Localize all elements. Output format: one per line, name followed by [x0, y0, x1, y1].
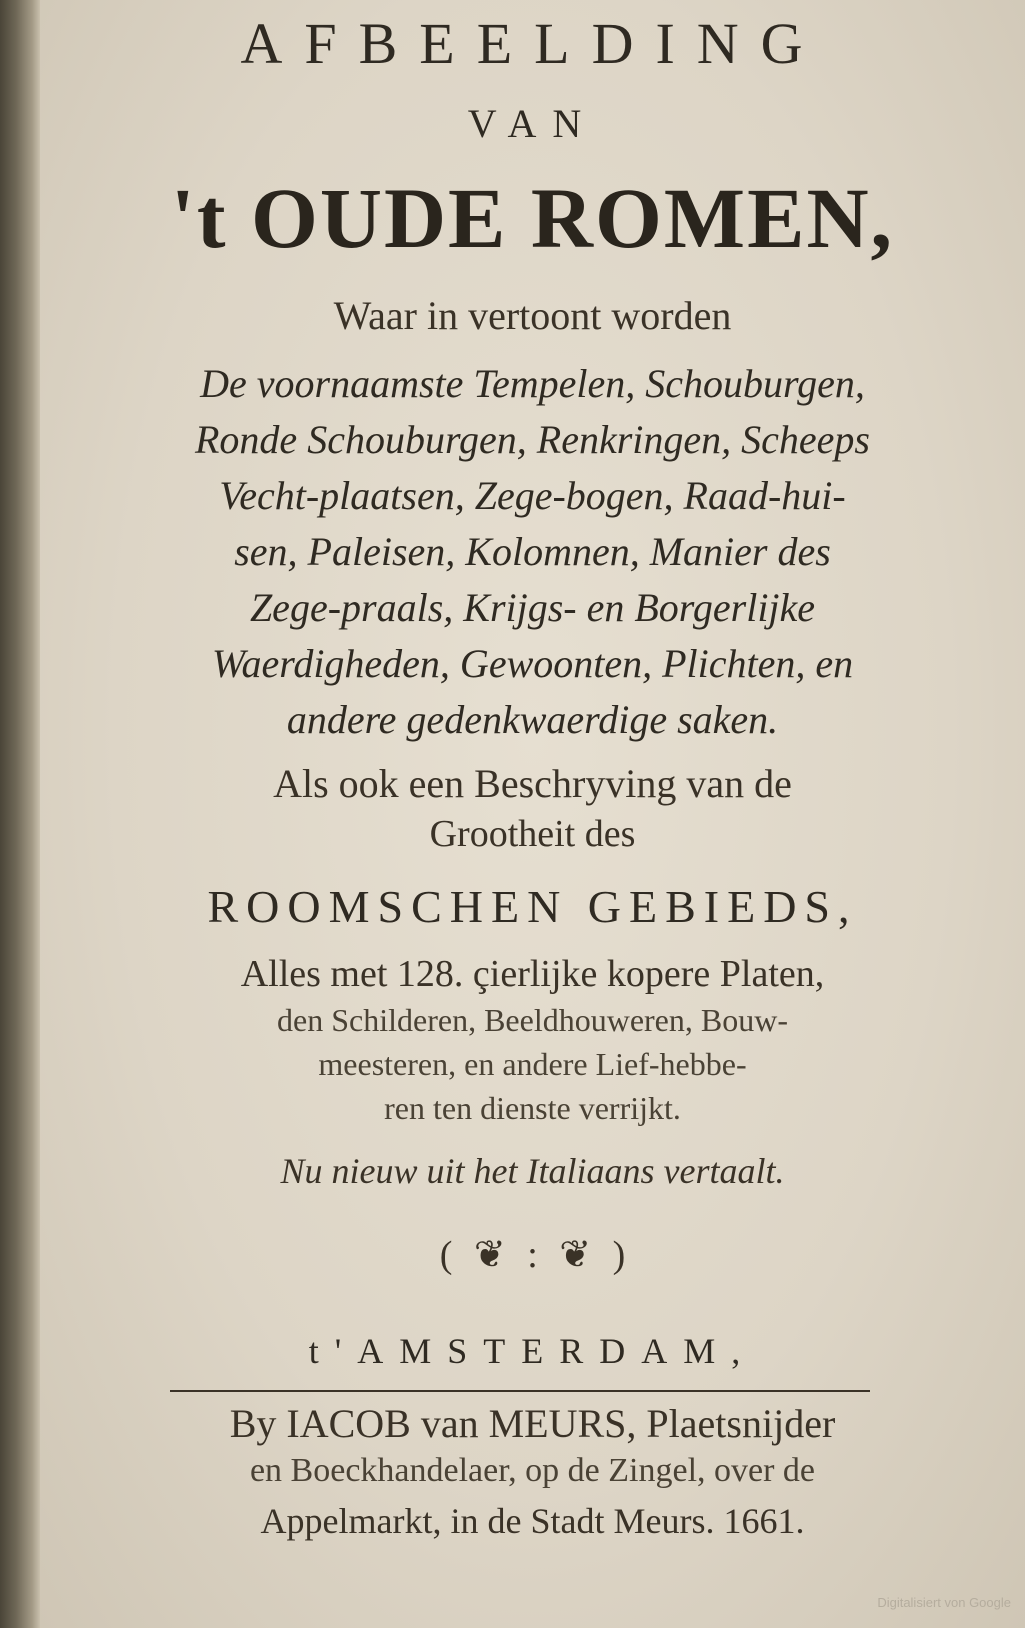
- digitization-watermark: Digitalisiert von Google: [877, 1595, 1011, 1610]
- contents-line: Vecht-plaatsen, Zege-bogen, Raad-hui-: [219, 473, 846, 518]
- title-line-2: VAN: [467, 101, 598, 146]
- ornament-separator: :: [527, 1234, 538, 1276]
- place-of-publication: t'AMSTERDAM,: [308, 1331, 757, 1371]
- subtitle: Waar in vertoont worden: [333, 293, 732, 338]
- printer-ornament: [40, 1232, 1025, 1277]
- contents-line: Waerdigheden, Gewoonten, Plichten, en: [211, 641, 854, 686]
- contents-line: andere gedenkwaerdige saken.: [286, 697, 779, 742]
- imprint-line: en Boeckhandelaer, op de Zingel, over de: [249, 1452, 816, 1489]
- empire-heading: ROOMSCHEN GEBIEDS,: [207, 881, 858, 932]
- ornament-fleuron-right-icon: ❦: [559, 1234, 592, 1276]
- contents-line: sen, Paleisen, Kolomnen, Manier des: [234, 529, 831, 574]
- plates-line: ren ten dienste verrijkt.: [384, 1090, 681, 1126]
- imprint-line: Appelmarkt, in de Stadt Meurs. 1661.: [260, 1501, 805, 1541]
- also-line-2: Grootheit des: [429, 813, 636, 855]
- ornament-paren-close: ): [612, 1234, 626, 1276]
- title-page: [40, 0, 1025, 1628]
- contents-line: Ronde Schouburgen, Renkringen, Scheeps: [195, 417, 870, 462]
- divider-rule: [170, 1390, 870, 1392]
- ornament-paren-open: (: [439, 1234, 453, 1276]
- book-spine: [0, 0, 40, 1628]
- contents-line: Zege-praals, Krijgs- en Borgerlijke: [249, 585, 816, 630]
- title-line-1: AFBEELDING: [240, 11, 825, 76]
- translation-note: Nu nieuw uit het Italiaans vertaalt.: [280, 1151, 785, 1191]
- plates-line: Alles met 128. çierlijke kopere Platen,: [240, 953, 825, 995]
- contents-line: De voornaamste Tempelen, Schouburgen,: [200, 361, 865, 406]
- title-line-3: 't OUDE ROMEN,: [170, 170, 895, 266]
- ornament-fleuron-left-icon: ❦: [473, 1234, 506, 1276]
- plates-line: den Schilderen, Beeldhouweren, Bouw-: [277, 1002, 788, 1038]
- imprint-line: By IACOB van MEURS, Plaetsnijder: [229, 1401, 836, 1446]
- also-line-1: Als ook een Beschryving van de: [273, 761, 792, 806]
- plates-line: meesteren, en andere Lief-hebbe-: [318, 1046, 747, 1082]
